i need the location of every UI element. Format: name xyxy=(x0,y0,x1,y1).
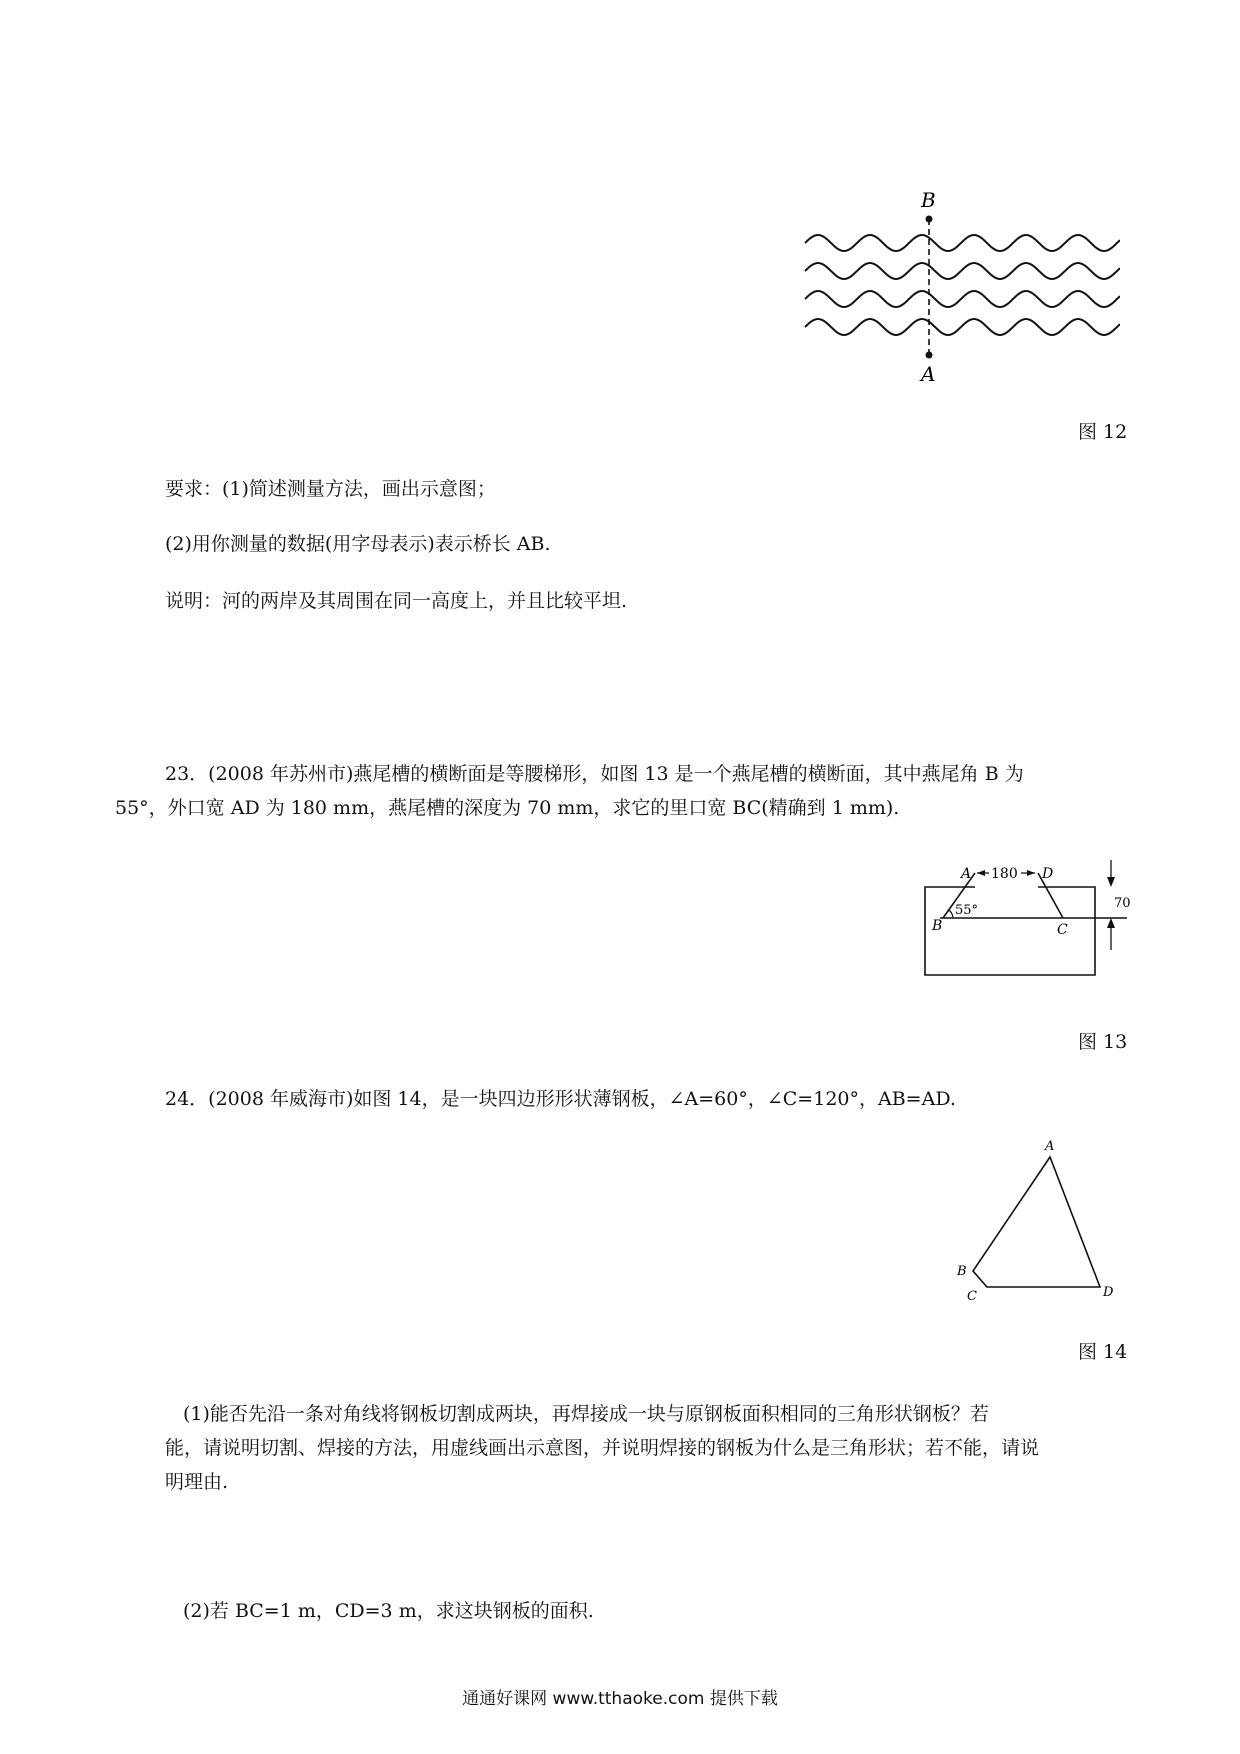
q24-text-line-1: 24．(2008 年威海市)如图 14，是一块四边形形状薄钢板，∠A=60°，∠C=120°，AB=AD. xyxy=(165,1088,956,1110)
q22-note: 说明：河的两岸及其周围在同一高度上，并且比较平坦. xyxy=(165,590,628,612)
depth-arrow-top-head xyxy=(1107,877,1115,887)
vertex-b-label: B xyxy=(957,1264,967,1279)
river-wave-line xyxy=(805,263,1120,279)
vertex-d-label: D xyxy=(1103,1285,1114,1300)
vertex-c-label: C xyxy=(1057,922,1068,938)
depth-arrow-bottom-head xyxy=(1107,918,1115,928)
point-b-dot xyxy=(926,216,933,223)
river-wave-line xyxy=(805,291,1120,307)
figure-12-caption: 图 12 xyxy=(1078,421,1128,443)
point-a-dot xyxy=(926,352,933,359)
page-footer: 通通好课网 www.tthaoke.com 提供下载 xyxy=(462,1689,778,1709)
vertex-b-label: B xyxy=(932,918,943,934)
q24-part1-line-2: 能，请说明切割、焊接的方法，用虚线画出示意图，并说明焊接的钢板为什么是三角形状；若不能，请说 xyxy=(165,1437,1040,1459)
vertex-d-label: D xyxy=(1042,866,1054,882)
point-a-label: A xyxy=(921,362,936,385)
q23-text-line-1: 23．(2008 年苏州市)燕尾槽的横断面是等腰梯形，如图 13 是一个燕尾槽的横断面，其中燕尾角 B 为 xyxy=(165,763,1024,785)
angle-arc-b xyxy=(949,910,953,918)
figure-14-quadrilateral-diagram xyxy=(935,1130,1135,1310)
figure-14-caption: 图 14 xyxy=(1078,1341,1128,1363)
vertex-c-label: C xyxy=(967,1289,977,1304)
block-outline xyxy=(925,887,1095,975)
q24-part1-line-1: (1)能否先沿一条对角线将钢板切割成两块，再焊接成一块与原钢板面积相同的三角形状钢板？若 xyxy=(183,1403,989,1425)
figure-13-dovetail-diagram xyxy=(915,860,1135,980)
vertex-a-label: A xyxy=(1045,1139,1055,1154)
point-b-label: B xyxy=(921,188,936,212)
q22-requirement-1: 要求：(1)简述测量方法，画出示意图； xyxy=(165,478,496,500)
figure-12-river-diagram xyxy=(800,185,1120,385)
q23-text-line-2: 55°，外口宽 AD 为 180 mm，燕尾槽的深度为 70 mm，求它的里口宽 BC(精确到 1 mm). xyxy=(115,797,900,819)
q22-requirement-2: (2)用你测量的数据(用字母表示)表示桥长 AB. xyxy=(165,533,551,555)
angle-label: 55° xyxy=(955,903,979,918)
vertex-a-label: A xyxy=(961,866,972,882)
depth-label: 70 xyxy=(1114,896,1131,911)
river-wave-line xyxy=(805,319,1120,335)
quadrilateral-abcd xyxy=(973,1157,1100,1287)
q24-part1-line-3: 明理由. xyxy=(165,1471,229,1493)
river-wave-line xyxy=(805,235,1120,251)
width-label: 180 xyxy=(991,866,1018,882)
width-arrow-right xyxy=(1027,870,1035,876)
q24-part2: (2)若 BC=1 m，CD=3 m，求这块钢板的面积. xyxy=(183,1600,594,1622)
width-arrow-left xyxy=(977,870,985,876)
figure-13-caption: 图 13 xyxy=(1078,1031,1128,1053)
